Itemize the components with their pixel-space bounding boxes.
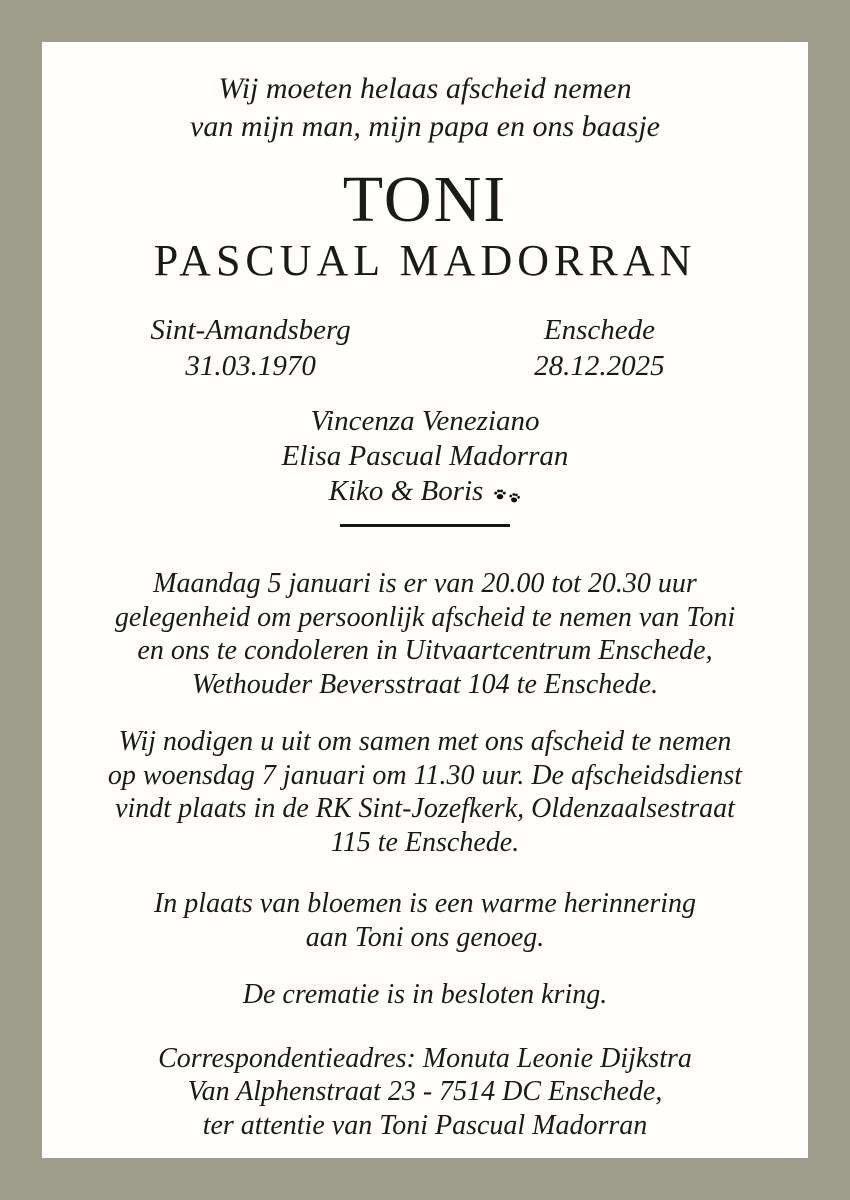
- paragraph-line: De crematie is in besloten kring.: [242, 979, 608, 1010]
- memorial-card: [42, 42, 808, 1158]
- pets-names: Kiko & Boris: [328, 475, 484, 507]
- paragraph-line: gelegenheid om persoonlijk afscheid te nemen van Toni: [114, 601, 736, 633]
- life-dates: [102, 312, 748, 384]
- family-member: Vincenza Veneziano: [310, 405, 540, 437]
- cremation-paragraph: [62, 978, 788, 1012]
- death-date: 28.12.2025: [534, 350, 665, 382]
- service-paragraph: [62, 725, 788, 859]
- paragraph-line: Wethouder Beversstraat 104 te Enschede.: [191, 668, 659, 700]
- intro-line: Wij moeten helaas afscheid nemen: [218, 72, 632, 105]
- birth-info: [102, 312, 399, 384]
- family-member: Elisa Pascual Madorran: [281, 440, 569, 472]
- death-info: [451, 312, 748, 384]
- flowers-paragraph: [62, 887, 788, 954]
- intro-text: [62, 70, 788, 146]
- paw-prints-icon: [493, 475, 521, 510]
- paragraph-line: aan Toni ons genoeg.: [305, 921, 545, 953]
- paragraph-line: en ons te condoleren in Uitvaartcentrum Enschede,: [137, 635, 713, 666]
- deceased-first-name: TONI: [342, 163, 508, 236]
- paragraph-line: Maandag 5 januari is er van 20.00 tot 20.30 uur: [153, 568, 697, 599]
- paragraph-line: Van Alphenstraat 23 - 7514 DC Enschede,: [187, 1076, 663, 1107]
- paragraph-line: Wij nodigen u uit om samen met ons afscheid te nemen: [118, 726, 732, 757]
- paragraph-line: Correspondentieadres: Monuta Leonie Dijkstra: [158, 1042, 692, 1074]
- paragraph-line: vindt plaats in de RK Sint-Jozefkerk, Oldenzaalsestraat: [115, 793, 735, 824]
- paragraph-line: op woensdag 7 januari om 11.30 uur. De afscheidsdienst: [107, 759, 743, 791]
- birth-date: 31.03.1970: [185, 350, 316, 382]
- family-names: [62, 404, 788, 510]
- paragraph-line: In plaats van bloemen is een warme herinnering: [153, 888, 697, 919]
- deceased-last-name: PASCUAL MADORRAN: [153, 236, 697, 285]
- intro-line: van mijn man, mijn papa en ons baasje: [190, 110, 660, 143]
- paragraph-line: 115 te Enschede.: [330, 826, 520, 858]
- visitation-paragraph: [62, 567, 788, 701]
- correspondence-paragraph: [62, 1042, 788, 1143]
- paragraph-line: ter attentie van Toni Pascual Madorran: [202, 1109, 648, 1141]
- divider-rule: [340, 524, 510, 527]
- family-pets: [62, 474, 788, 510]
- birth-place: Sint-Amandsberg: [150, 314, 351, 346]
- death-place: Enschede: [543, 314, 655, 346]
